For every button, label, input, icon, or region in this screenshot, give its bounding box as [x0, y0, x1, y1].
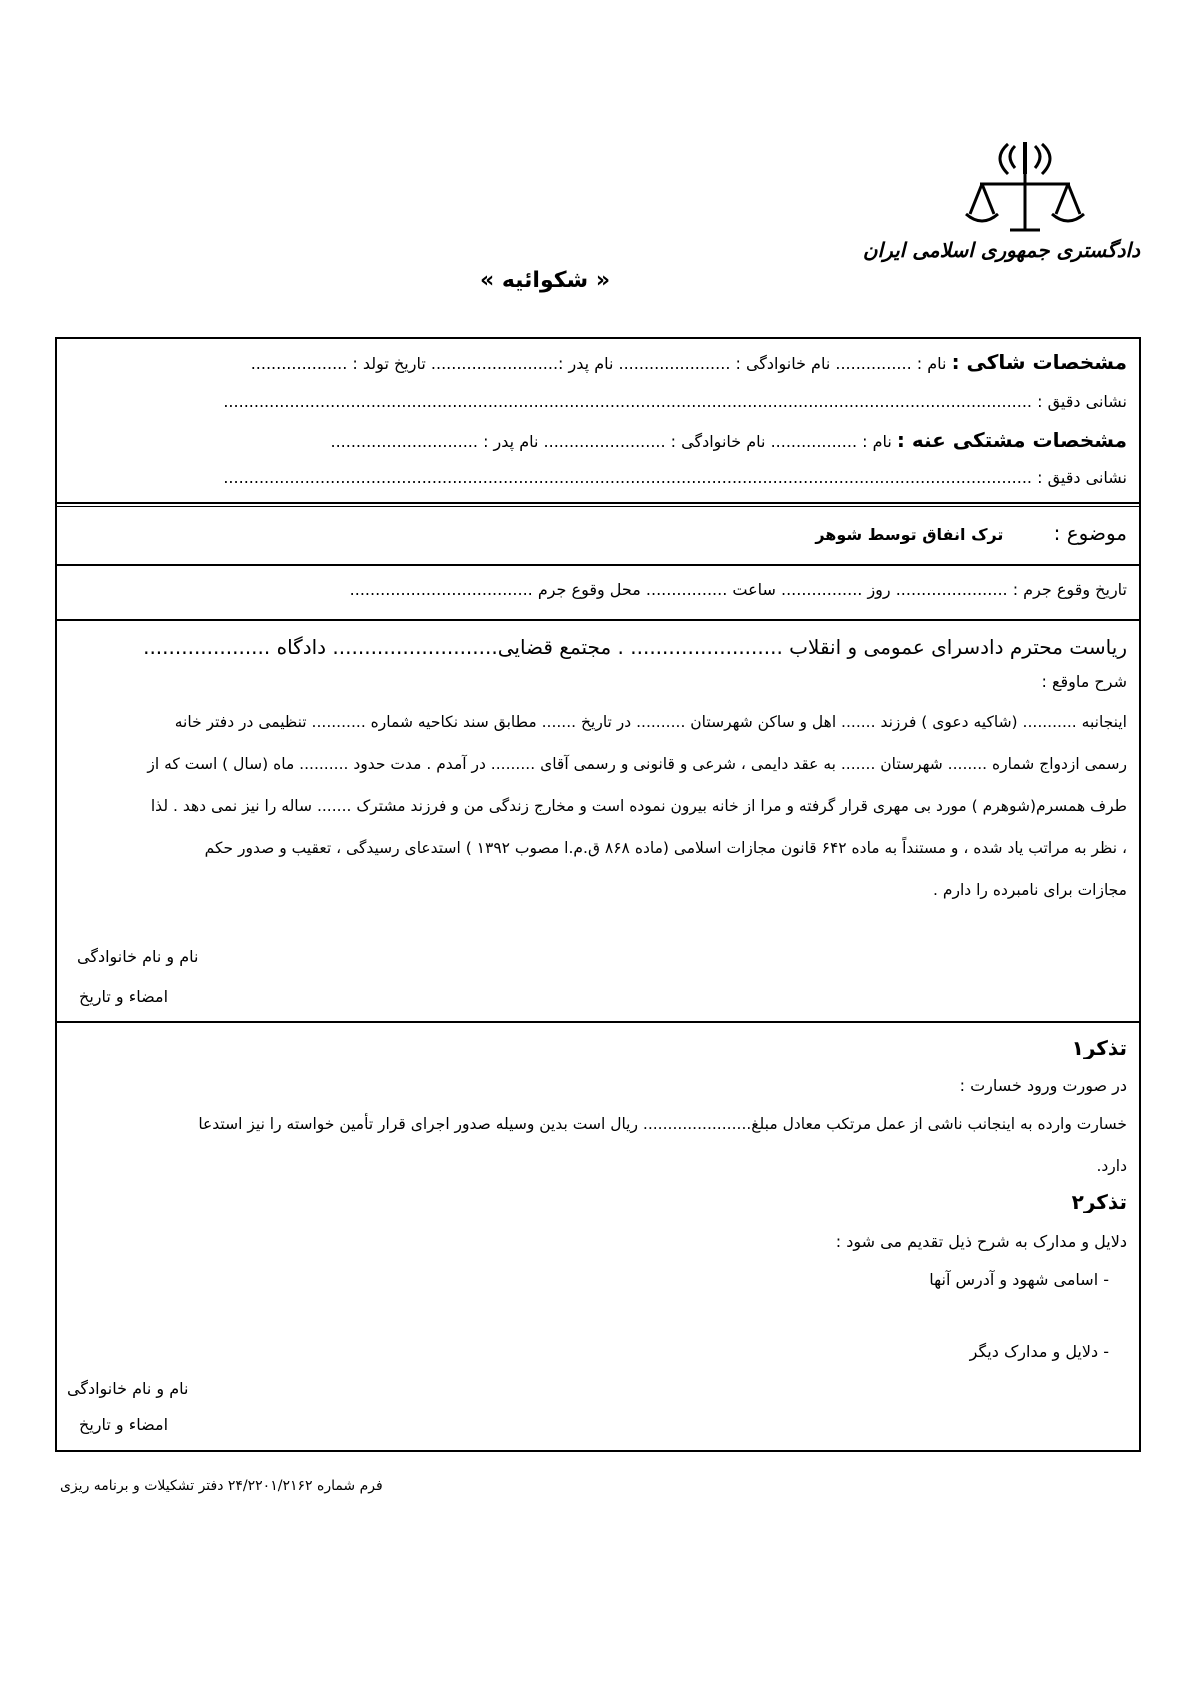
- crime-info-row[interactable]: تاریخ وقوع جرم : ...................... روز ................ ساعت ................ محل وقوع جرم ....................................: [349, 580, 1127, 599]
- note2-item: - دلایل و مدارک دیگر: [969, 1342, 1109, 1361]
- note1-line: دارد.: [1096, 1157, 1127, 1175]
- complaint-form: [55, 337, 1141, 1452]
- addressee-line: ریاست محترم دادسرای عمومی و انقلاب ........................ . مجتمع قضایی.......................... دادگاه ....................: [143, 635, 1127, 659]
- note2-title: تذکر۲: [1071, 1191, 1127, 1213]
- description-signature-date: امضاء و تاریخ: [79, 987, 169, 1006]
- divider: [57, 564, 1139, 566]
- complainant-row: [69, 351, 1127, 375]
- complainant-section-label: مشخصات شاکی :: [951, 351, 1127, 374]
- complainant-fields[interactable]: نام : ............... نام خانوادگی : ...................... نام پدر :......................... تاریخ تولد : ...................: [250, 354, 947, 373]
- note1-paragraph: [69, 1103, 1127, 1187]
- defendant-fields[interactable]: نام : ................. نام خانوادگی : ........................ نام پدر : .............................: [330, 432, 892, 451]
- description-label: شرح ماوقع :: [1041, 672, 1127, 691]
- note1-line: خسارت وارده به اینجانب ناشی از عمل مرتکب معادل مبلغ...................... ریال است بدین وسیله صدور اجرای قرار تأمین خواسته را نیز استدعا: [198, 1115, 1127, 1133]
- description-line: ، نظر به مراتب یاد شده ، و مستنداً به ماده ۶۴۲ قانون مجازات اسلامی (ماده ۸۶۸ ق.م.ا مصوب ۱۳۹۲ ) استدعای رسیدگی ، تعقیب و صدور حکم: [204, 839, 1127, 857]
- defendant-section-label: مشخصات مشتکی عنه :: [896, 429, 1127, 452]
- description-line: مجازات برای نامبرده را دارم .: [933, 881, 1127, 899]
- judiciary-logo-text: دادگستری جمهوری اسلامی ایران: [862, 238, 1140, 262]
- form-number-footer: فرم شماره ۲۴/۲۲۰۱/۲۱۶۲ دفتر تشکیلات و برنامه ریزی: [60, 1478, 383, 1494]
- description-signature-name: نام و نام خانوادگی: [77, 947, 199, 966]
- description-paragraph: [69, 701, 1127, 911]
- divider: [57, 1021, 1139, 1023]
- note2-signature-name: نام و نام خانوادگی: [67, 1379, 189, 1398]
- subject-value: ترک انفاق توسط شوهر: [815, 525, 1004, 544]
- description-line: طرف همسرم(شوهرم ) مورد بی مهری قرار گرفته و مرا از خانه بیرون نموده است و مخارج زندگی من و فرزند مشترک ....... ساله را نیز نمی دهد . لذا: [150, 797, 1127, 815]
- divider: [57, 619, 1139, 621]
- complainant-address[interactable]: نشانی دقیق : ...............................................................................................................................................................: [223, 392, 1127, 411]
- divider: [57, 502, 1139, 504]
- description-line: رسمی ازدواج شماره ........ شهرستان ....... به عقد دایمی ، شرعی و قانونی و رسمی آقای ......... در آمدم . مدت حدود .......... ماه (سال ) است که از: [147, 755, 1127, 773]
- defendant-row: [69, 429, 1127, 453]
- judiciary-emblem-icon: [960, 138, 1090, 238]
- defendant-address[interactable]: نشانی دقیق : ...............................................................................................................................................................: [223, 468, 1127, 487]
- divider: [57, 506, 1139, 507]
- subject-label: موضوع :: [1053, 522, 1127, 545]
- note2-signature-date: امضاء و تاریخ: [79, 1415, 169, 1434]
- document-title: « شکوائیه »: [479, 268, 611, 293]
- note2-item: - اسامی شهود و آدرس آنها: [929, 1270, 1109, 1289]
- note1-title: تذکر۱: [1071, 1037, 1127, 1059]
- subject-row: [69, 522, 1127, 546]
- note2-intro: دلایل و مدارک به شرح ذیل تقدیم می شود :: [835, 1232, 1127, 1251]
- description-line: اینجانبه ........... (شاکیه دعوی ) فرزند ....... اهل و ساکن شهرستان .......... در تاریخ ....... مطابق سند نکاحیه شماره ........... تنظیمی در دفتر خانه: [174, 713, 1127, 731]
- note1-intro: در صورت ورود خسارت :: [959, 1076, 1127, 1095]
